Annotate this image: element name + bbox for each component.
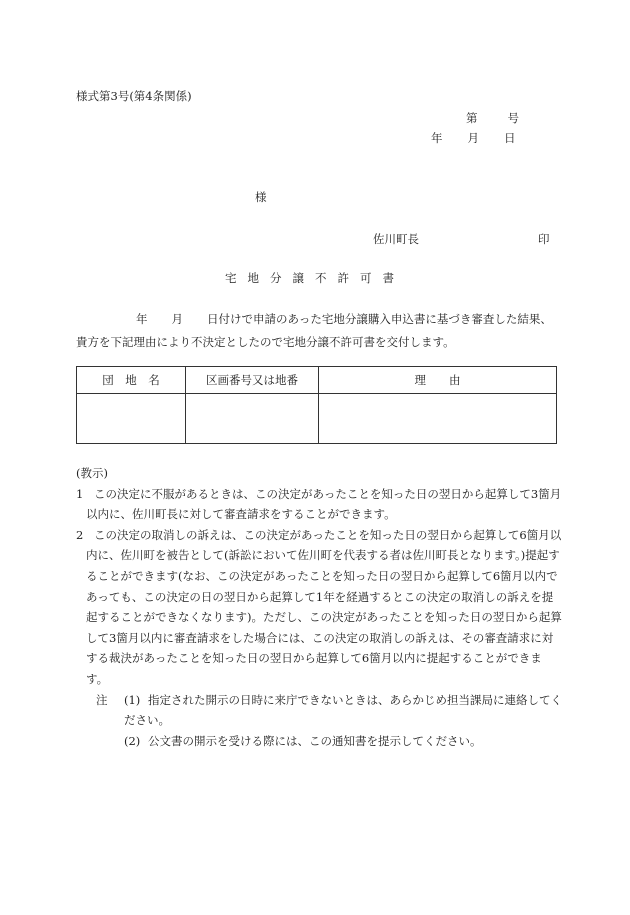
body-paragraph [76,308,558,354]
instruction-number: 2 [76,527,84,542]
instruction-number: 1 [76,486,84,501]
cell-reason [319,394,557,444]
sub-note-label: (2) [124,733,141,748]
body-month: 月 [171,312,183,326]
sub-note-text: 指定された開示の日時に来庁できないときは、あらかじめ担当課局に連絡してください。 [124,692,562,728]
form-number: 様式第3号(第4条関係) [76,89,192,103]
seal-mark: 印 [538,232,550,246]
issuer-name: 佐川町長 [373,232,419,246]
instructions-section [76,463,562,751]
sub-note-text: 公文書の開示を受ける際には、この通知書を提示してください。 [148,733,482,748]
sub-note-label: (1) [124,692,141,707]
sub-note [76,690,562,731]
header-reason: 理 由 [319,367,557,394]
body-text: 日付けで申請のあった宅地分譲購入申込書に基づき審査した結果、貴方を下記理由により不決定としたので宅地分譲不許可書を交付します。 [76,312,552,349]
sub-note-prefix: 注 [96,692,108,707]
issue-date [431,130,516,146]
doc-no-suffix: 号 [507,111,519,125]
date-month: 月 [467,131,479,145]
header-estate-name: 団 地 名 [77,367,186,394]
cell-estate-name [77,394,186,444]
instruction-item [76,484,562,525]
doc-no-prefix: 第 [466,111,478,125]
document-title: 宅地分譲不許可書 [225,271,405,285]
document-number [466,110,519,126]
body-year: 年 [136,312,148,326]
instruction-item [76,525,562,690]
table-header-row [77,367,557,394]
addressee-honorific: 様 [255,190,267,204]
instruction-text: この決定の取消しの訴えは、この決定があったことを知った日の翌日から起算して6箇月以内に、佐川町を被告として(訴訟において佐川町を代表する者は佐川町長となります。)提起することができます(なお、この決定があったことを知った日の翌日から起算して6箇月以内であっても、この決定の日の翌日から起算して1年を経過するとこの決定の取消しの訴えを提起することができなくなります)。ただし、この決定があったことを知った日の翌日から起算して3箇月以内に審査請求をした場合には、この決定の取消しの訴えは、その審査請求に対する裁決があったことを知った日の翌日から起算して6箇月以内に提起することができます。 [86,527,562,686]
lot-table [76,366,557,444]
table-row [77,394,557,444]
instructions-heading: (教示) [76,466,108,480]
cell-lot-number [186,394,319,444]
sub-note [76,731,562,752]
header-lot-number: 区画番号又は地番 [186,367,319,394]
date-year: 年 [431,131,443,145]
date-day: 日 [504,131,516,145]
instruction-text: この決定に不服があるときは、この決定があったことを知った日の翌日から起算して3箇月以内に、佐川町長に対して審査請求をすることができます。 [86,486,562,522]
